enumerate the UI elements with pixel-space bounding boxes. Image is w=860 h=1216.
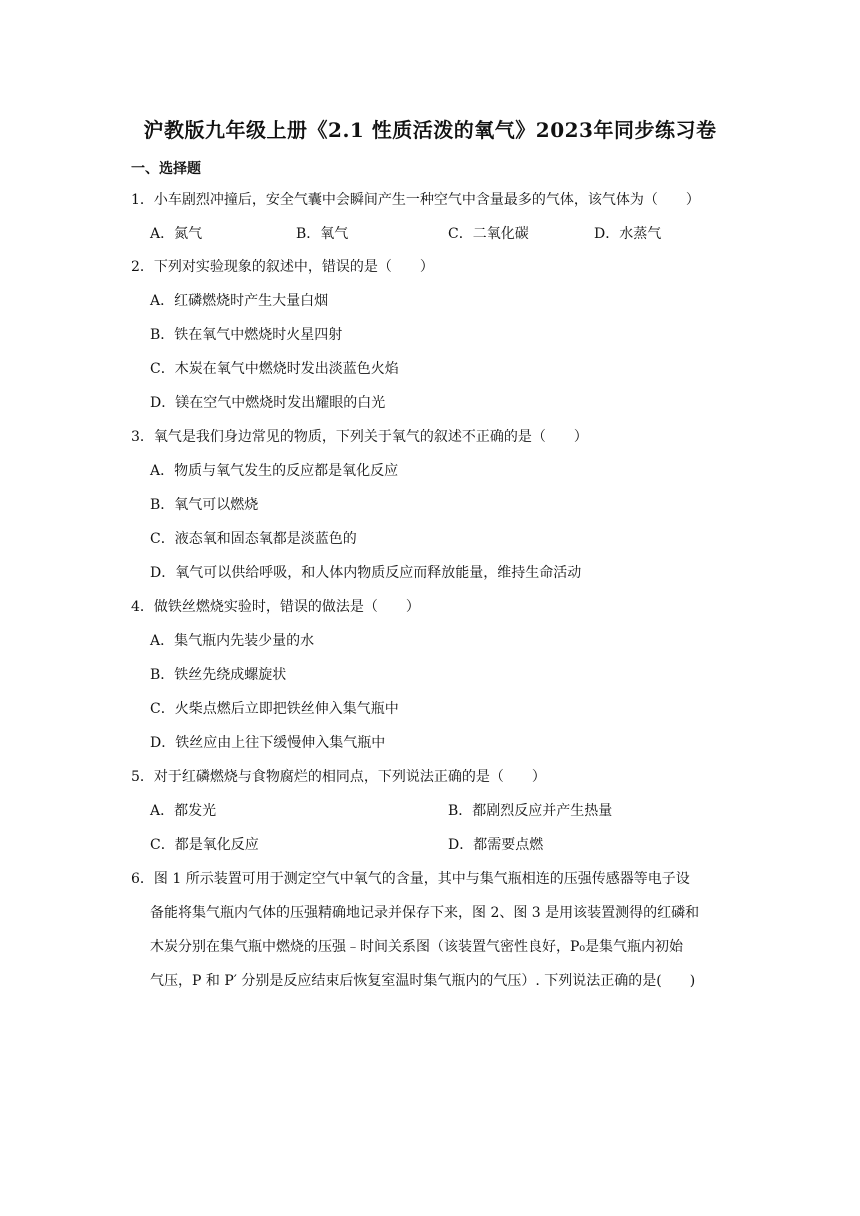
question-4-stem: 4．做铁丝燃烧实验时，错误的做法是（ ） [131, 599, 420, 615]
question-3-option-d: D．氧气可以供给呼吸，和人体内物质反应而释放能量，维持生命活动 [150, 565, 582, 581]
question-2-option-b: B．铁在氧气中燃烧时火星四射 [150, 327, 343, 343]
question-1-option-c: C．二氧化碳 [448, 226, 529, 242]
section-heading: 一、选择题 [131, 161, 201, 177]
question-6-continuation-3: 气压，P 和 P′ 分别是反应结束后恢复室温时集气瓶内的气压）. 下列说法正确的是( ) [150, 973, 696, 989]
question-3-option-c: C．液态氧和固态氧都是淡蓝色的 [150, 531, 357, 547]
question-5-option-a: A．都发光 [150, 803, 217, 819]
question-6-continuation-2: 木炭分别在集气瓶中燃烧的压强﹣时间关系图（该装置气密性良好，P₀是集气瓶内初始 [150, 939, 684, 955]
question-2-option-a: A．红磷燃烧时产生大量白烟 [150, 293, 329, 309]
question-2-stem: 2．下列对实验现象的叙述中，错误的是（ ） [131, 259, 434, 275]
page-title: 沪教版九年级上册《2.1 性质活泼的氧气》2023年同步练习卷 [143, 118, 717, 142]
question-2-option-d: D．镁在空气中燃烧时发出耀眼的白光 [150, 395, 386, 411]
question-4-option-a: A．集气瓶内先装少量的水 [150, 633, 315, 649]
question-1-stem: 1．小车剧烈冲撞后，安全气囊中会瞬间产生一种空气中含量最多的气体，该气体为（ ） [131, 192, 700, 208]
question-4-option-c: C．火柴点燃后立即把铁丝伸入集气瓶中 [150, 701, 399, 717]
question-5-option-d: D．都需要点燃 [448, 837, 544, 853]
question-6-stem: 6．图 1 所示装置可用于测定空气中氧气的含量，其中与集气瓶相连的压强传感器等电子设 [131, 871, 690, 887]
question-5-stem: 5．对于红磷燃烧与食物腐烂的相同点，下列说法正确的是（ ） [131, 769, 546, 785]
question-1-option-d: D．水蒸气 [594, 226, 662, 242]
question-3-option-b: B．氧气可以燃烧 [150, 497, 259, 513]
question-1-option-b: B．氧气 [296, 226, 349, 242]
question-2-option-c: C．木炭在氧气中燃烧时发出淡蓝色火焰 [150, 361, 399, 377]
question-5-option-c: C．都是氧化反应 [150, 837, 259, 853]
question-1-option-a: A．氮气 [150, 226, 203, 242]
question-6-continuation-1: 备能将集气瓶内气体的压强精确地记录并保存下来，图 2、图 3 是用该装置测得的红磷和 [150, 905, 700, 921]
question-3-stem: 3．氧气是我们身边常见的物质，下列关于氧气的叙述不正确的是（ ） [131, 429, 588, 445]
question-4-option-b: B．铁丝先绕成螺旋状 [150, 667, 287, 683]
question-5-option-b: B．都剧烈反应并产生热量 [448, 803, 613, 819]
question-3-option-a: A．物质与氧气发生的反应都是氧化反应 [150, 463, 399, 479]
question-4-option-d: D．铁丝应由上往下缓慢伸入集气瓶中 [150, 735, 386, 751]
